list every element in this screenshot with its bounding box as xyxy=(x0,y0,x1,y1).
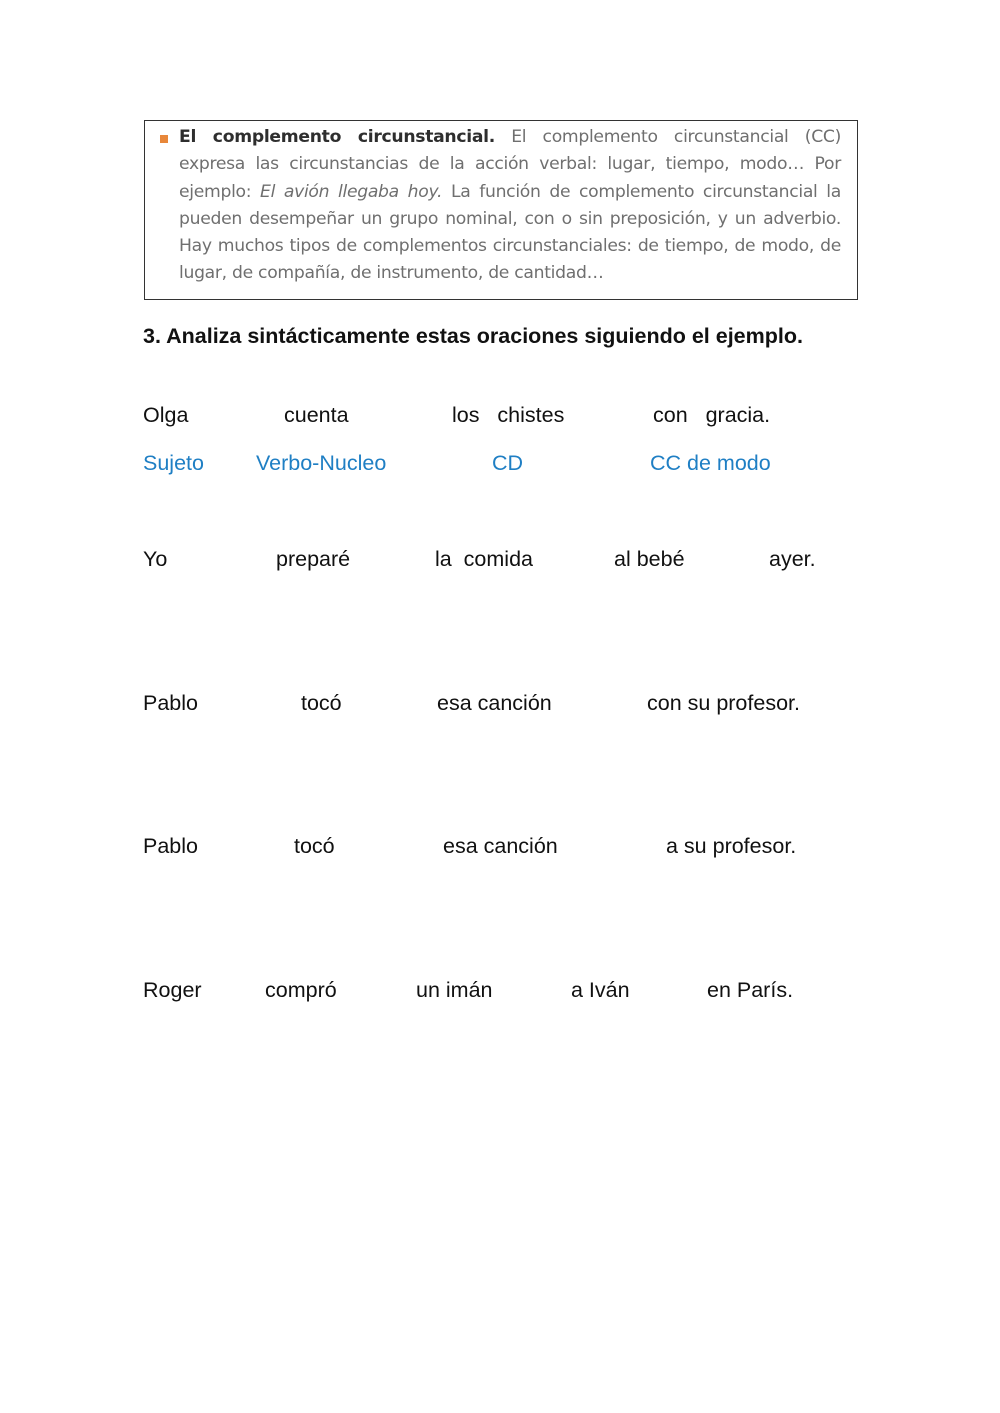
exercise-title: 3. Analiza sintácticamente estas oraciones siguiendo el ejemplo. xyxy=(143,324,803,348)
sentence-2-word: esa canción xyxy=(437,691,552,715)
info-bold-lead: El complemento circunstancial. xyxy=(179,127,495,147)
sentence-2-word: Pablo xyxy=(143,691,198,715)
info-text-part1: El complemento circunstancial (CC) expresa las circunstancias de la acción verbal: lugar, tiempo, modo… Por ejemplo: xyxy=(179,127,842,202)
info-text-part2: La función de complemento circunstancial la pueden desempeñar un grupo nominal, con o sin preposición, y un adverbio. Hay muchos tipos de complementos circunstanciales: de tiempo, de modo, de lugar, de compañía, de instrumento, de cantidad… xyxy=(179,181,842,284)
example-label-sujeto: Sujeto xyxy=(143,451,204,475)
sentence-1-word: ayer. xyxy=(769,547,816,571)
example-word: con gracia. xyxy=(653,403,771,427)
sentence-4-word: en París. xyxy=(707,978,794,1002)
sentence-3-word: Pablo xyxy=(143,834,198,858)
square-bullet-icon xyxy=(160,135,168,143)
sentence-1-word: Yo xyxy=(143,547,168,571)
example-word: cuenta xyxy=(284,403,349,427)
sentence-4-word: un imán xyxy=(416,978,493,1002)
sentence-4-word: a Iván xyxy=(571,978,630,1002)
example-word: los chistes xyxy=(452,403,565,427)
sentence-4-word: Roger xyxy=(143,978,202,1002)
sentence-1-word: al bebé xyxy=(614,547,685,571)
sentence-1-word: la comida xyxy=(435,547,533,571)
example-label-cd: CD xyxy=(492,451,524,475)
example-label-verbo: Verbo-Nucleo xyxy=(256,451,387,475)
example-word: Olga xyxy=(143,403,189,427)
example-label-cc: CC de modo xyxy=(650,451,771,475)
sentence-3-word: a su profesor. xyxy=(666,834,797,858)
sentence-2-word: con su profesor. xyxy=(647,691,800,715)
info-text xyxy=(179,124,841,288)
sentence-3-word: esa canción xyxy=(443,834,558,858)
sentence-4-word: compró xyxy=(265,978,337,1002)
sentence-2-word: tocó xyxy=(301,691,342,715)
sentence-1-word: preparé xyxy=(276,547,351,571)
info-box xyxy=(144,120,858,300)
info-example-italic: El avión llegaba hoy. xyxy=(260,181,443,202)
sentence-3-word: tocó xyxy=(294,834,335,858)
